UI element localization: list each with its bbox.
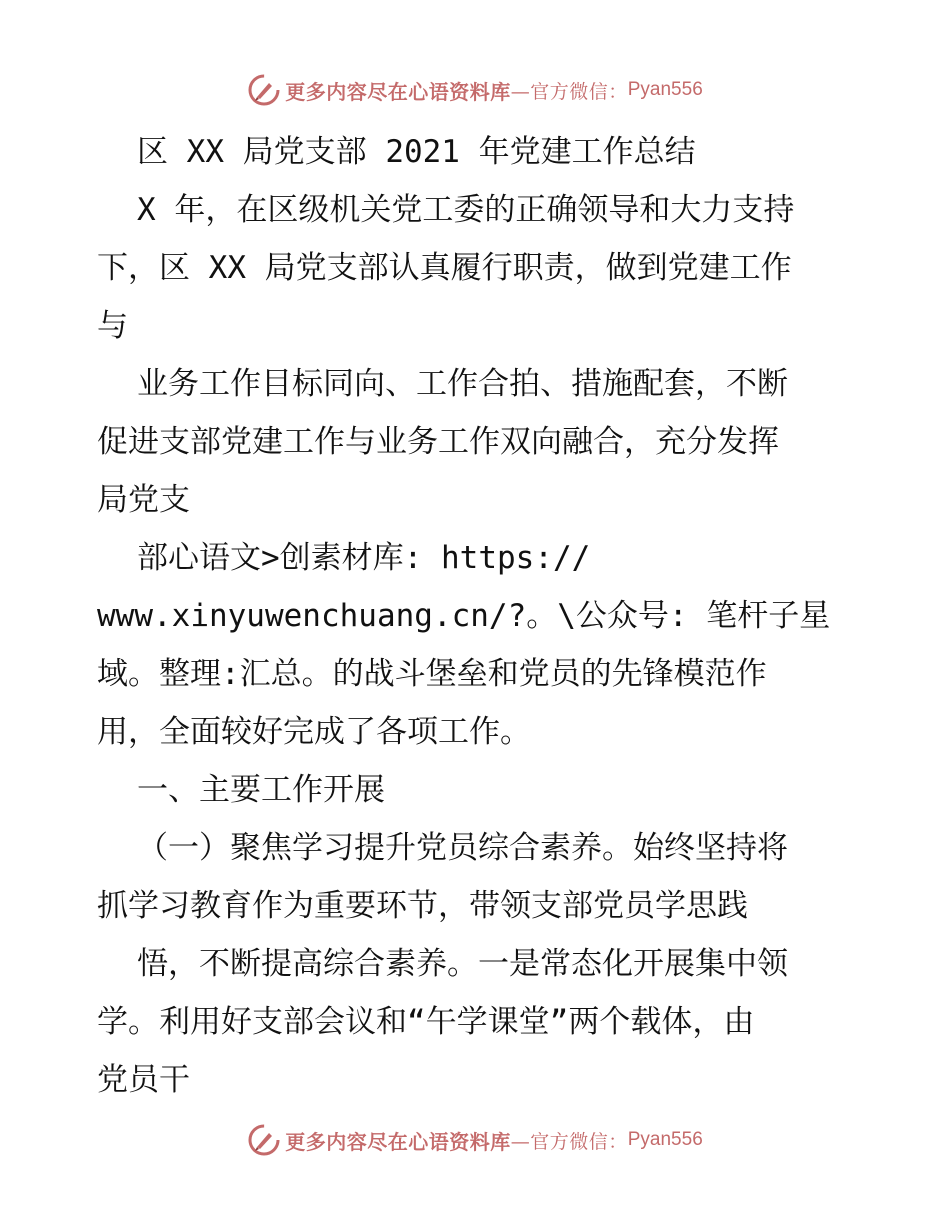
header-banner-text: 更多内容尽在心语资料库 <box>285 79 511 104</box>
text-line: 下，区 XX 局党支部认真履行职责，做到党建工作 <box>97 250 792 286</box>
text-line: 域。整理:汇总。的战斗堡垒和党员的先锋模范作 <box>97 656 767 692</box>
footer-banner-text: 更多内容尽在心语资料库 <box>285 1129 511 1154</box>
text-line: 党员干 <box>97 1062 190 1098</box>
text-line: 业务工作目标同向、工作合拍、措施配套，不断 <box>137 366 788 402</box>
document-body <box>97 123 857 1109</box>
text-line: www.xinyuwenchuang.cn/?。\公众号: 笔杆子星 <box>97 598 831 634</box>
text-line: 与 <box>97 308 128 344</box>
section-heading: 一、主要工作开展 <box>137 772 385 808</box>
text-line: X 年，在区级机关党工委的正确领导和大力支持 <box>137 192 795 228</box>
text-line: 抓学习教育作为重要环节，带领支部党员学思践 <box>97 888 748 924</box>
text-line: 部心语文>创素材库: https:// <box>137 540 591 576</box>
text-line: 用，全面较好完成了各项工作。 <box>97 714 531 750</box>
text-line: 促进支部党建工作与业务工作双向融合，充分发挥 <box>97 424 779 460</box>
footer-banner-wechat-id: Pyan556 <box>627 1129 703 1150</box>
footer-banner-wechat-label: —官方微信： <box>510 1130 628 1153</box>
text-line: 局党支 <box>97 482 190 518</box>
text-line: 学。利用好支部会议和“午学课堂”两个载体，由 <box>97 1004 755 1040</box>
document-title: 区 XX 局党支部 2021 年党建工作总结 <box>137 134 696 170</box>
footer-banner <box>0 1122 950 1158</box>
text-line: 悟，不断提高综合素养。一是常态化开展集中领 <box>137 946 788 982</box>
pen-nib-logo-icon <box>247 73 281 107</box>
pen-nib-logo-icon <box>247 1123 281 1157</box>
header-banner <box>0 72 950 108</box>
header-banner-wechat-id: Pyan556 <box>627 79 703 100</box>
text-line: （一）聚焦学习提升党员综合素养。始终坚持将 <box>137 830 788 866</box>
header-banner-wechat-label: —官方微信： <box>510 80 628 103</box>
